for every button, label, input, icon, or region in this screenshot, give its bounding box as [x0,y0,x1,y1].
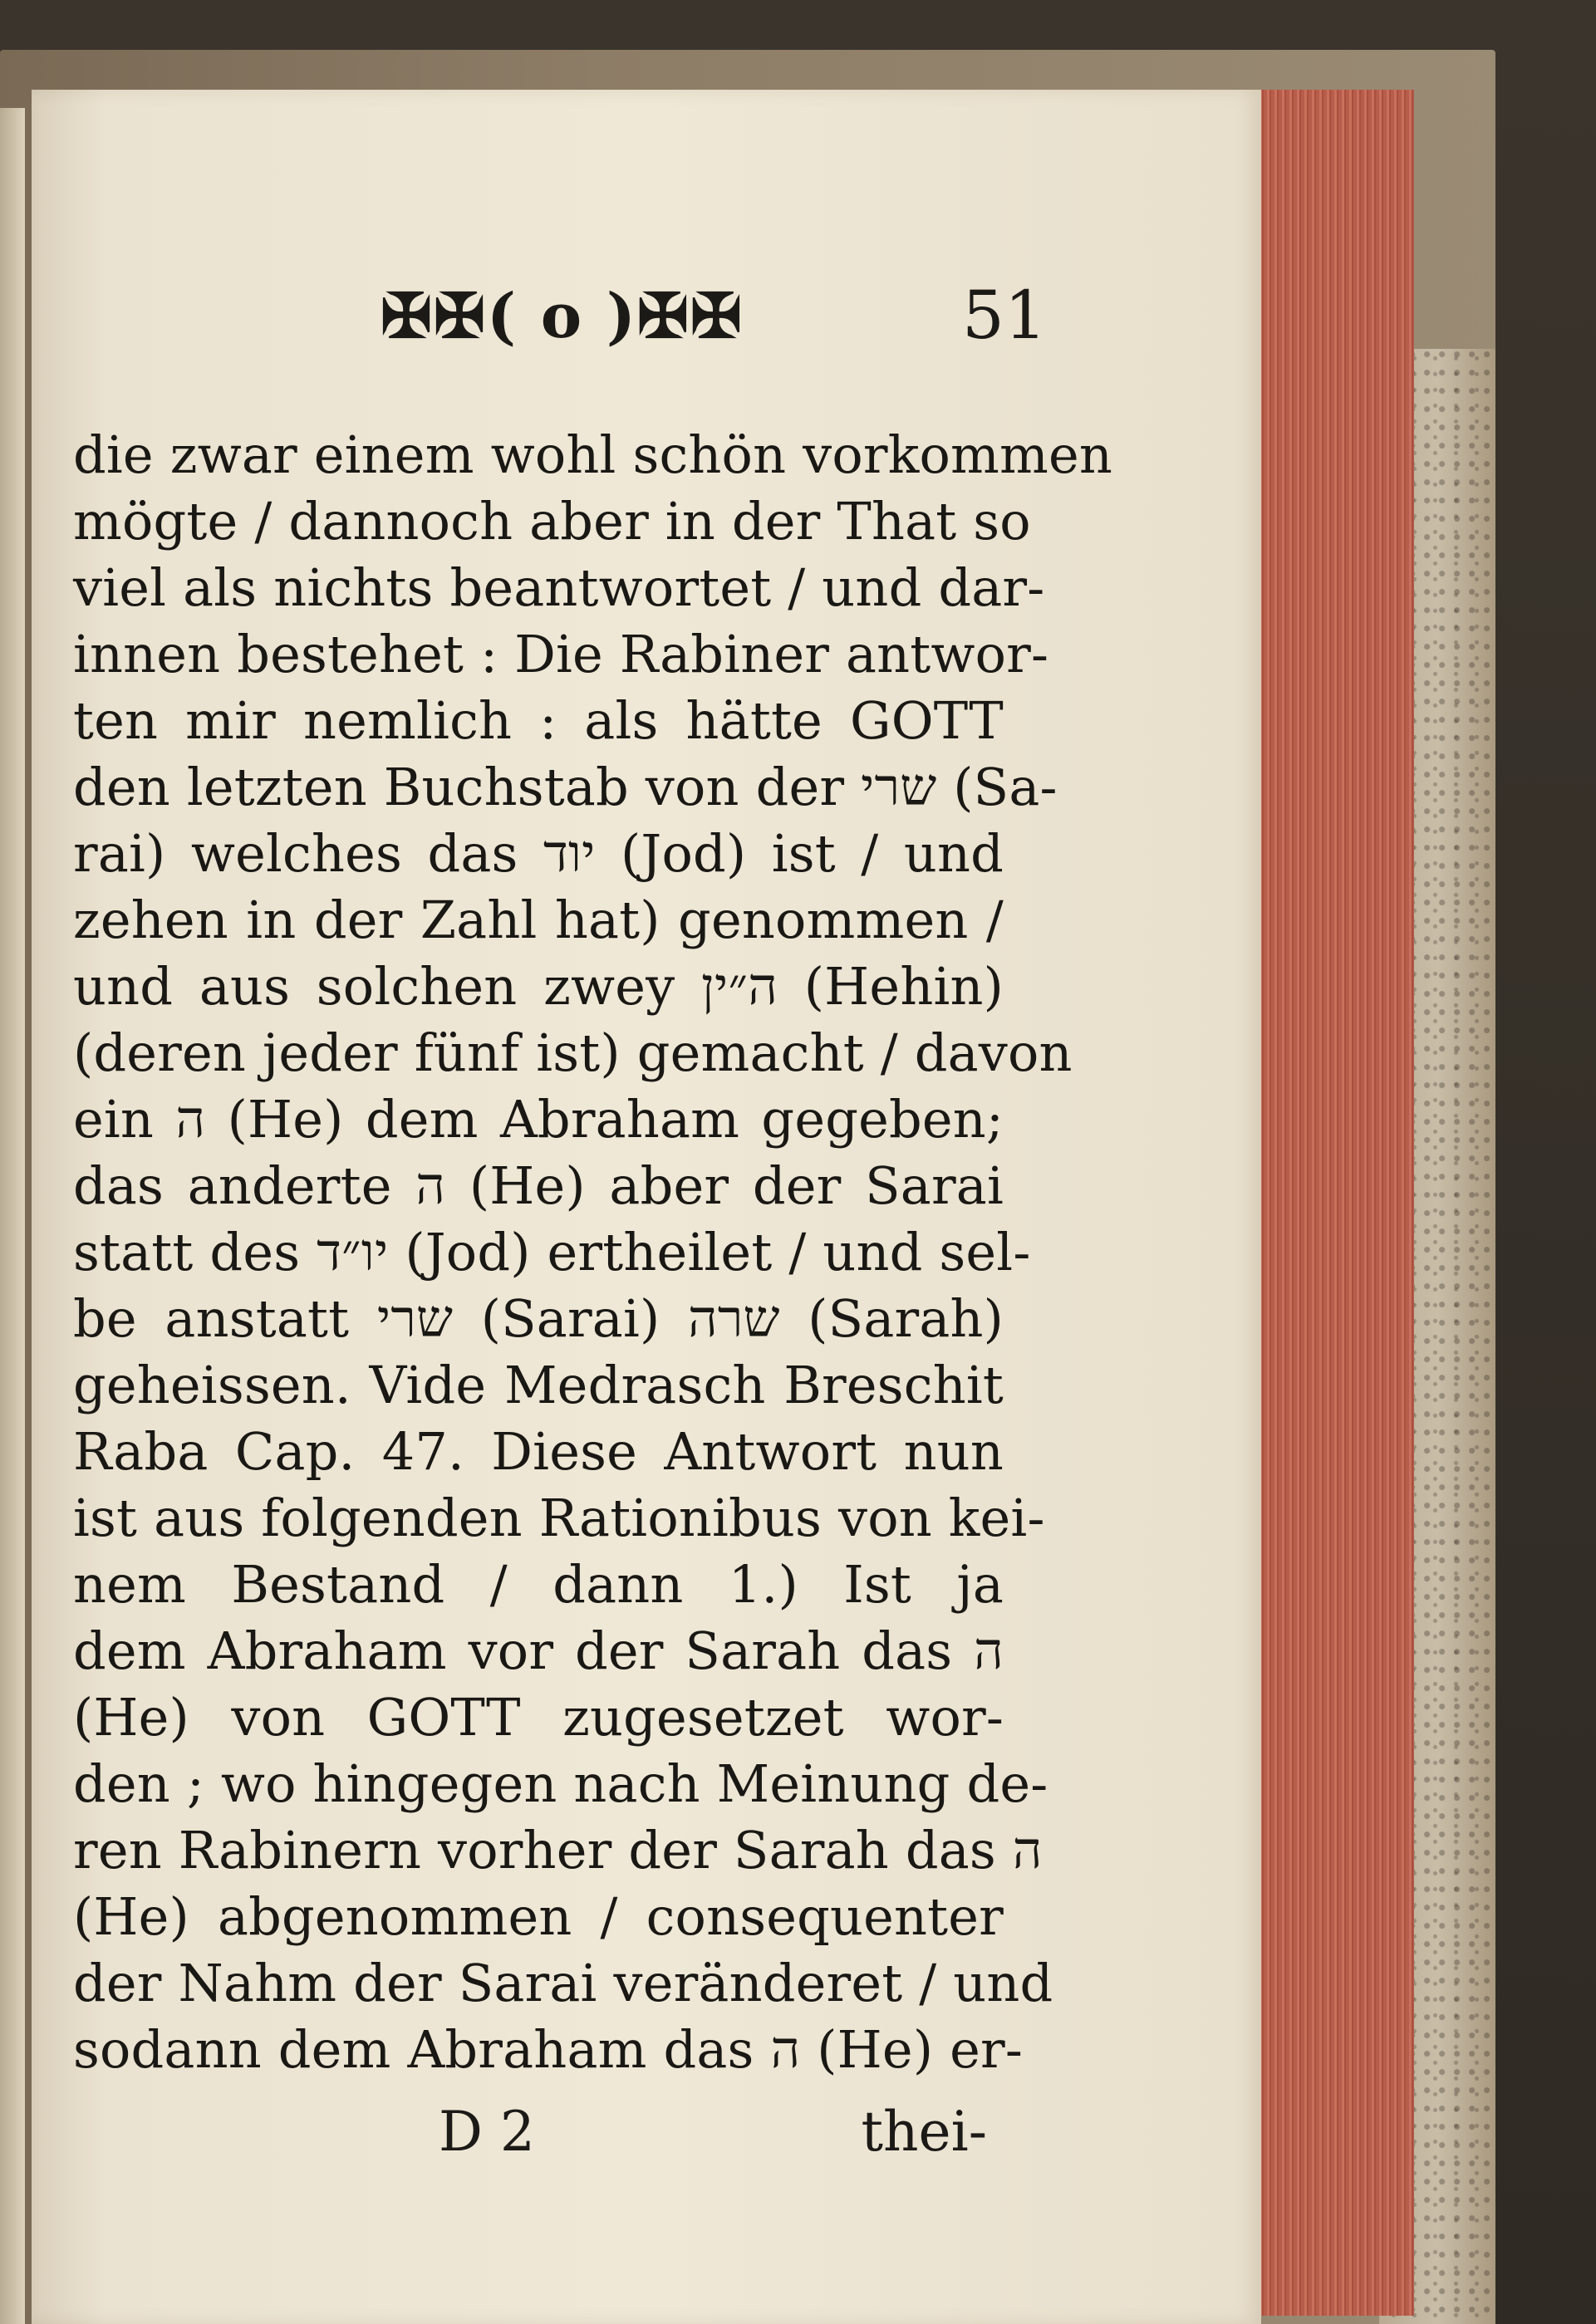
book-page [32,90,1261,2324]
text-line: die zwar einem wohl schön vorkommen [73,424,1112,485]
text-line: Raba Cap. 47. Diese Antwort nun [73,1421,1004,1482]
text-line: geheissen. Vide Medrasch Breschit [73,1355,1004,1415]
text-line: und aus solchen zwey ה״ין (Hehin) [73,956,1004,1017]
text-line: (He) von GOTT zugesetzet wor- [73,1687,1004,1748]
text-line: ist aus folgenden Rationibus von kei- [73,1488,1045,1548]
text-line: nem Bestand / dann 1.) Ist ja [73,1554,1004,1615]
text-line: den ; wo hingegen nach Meinung de- [73,1753,1048,1814]
text-line: den letzten Buchstab von der שרי (Sa- [73,757,1058,817]
catchword: thei- [861,2100,987,2164]
text-line: viel als nichts beantwortet / und dar- [73,557,1045,618]
text-line: (He) abgenommen / consequenter [73,1886,1004,1947]
text-line: (deren jeder fünf ist) gemacht / davon [73,1022,1073,1083]
body-text [73,422,1112,2083]
text-line: dem Abraham vor der Sarah das ה [73,1620,1004,1681]
running-header [339,277,1047,368]
signature-mark: D 2 [439,2100,535,2164]
text-line: rai) welches das יוד (Jod) ist / und [73,823,1004,884]
text-line: das anderte ה (He) aber der Sarai [73,1155,1004,1216]
text-line: zehen in der Zahl hat) genommen / [73,890,1004,950]
text-line: ein ה (He) dem Abraham gegeben; [73,1089,1004,1150]
page-footer [73,2100,1004,2174]
text-line: be anstatt שרי (Sarai) שרה (Sarah) [73,1288,1004,1349]
text-line: ten mir nemlich : als hätte GOTT [73,690,1004,751]
header-ornament: ✠✠( o )✠✠ [381,281,744,352]
facing-page-edge [0,108,25,2324]
gilt-page-edge [1255,90,1414,2316]
text-line: statt des יו״ד (Jod) ertheilet / und sel- [73,1222,1031,1282]
text-line: mögte / dannoch aber in der That so [73,491,1031,552]
page-number: 51 [962,277,1047,354]
text-line: ren Rabinern vorher der Sarah das ה [73,1820,1043,1880]
text-line: der Nahm der Sarai veränderet / und [73,1953,1053,2013]
text-line: sodann dem Abraham das ה (He) er- [73,2019,1023,2080]
text-line: innen bestehet : Die Rabiner antwor- [73,624,1049,684]
